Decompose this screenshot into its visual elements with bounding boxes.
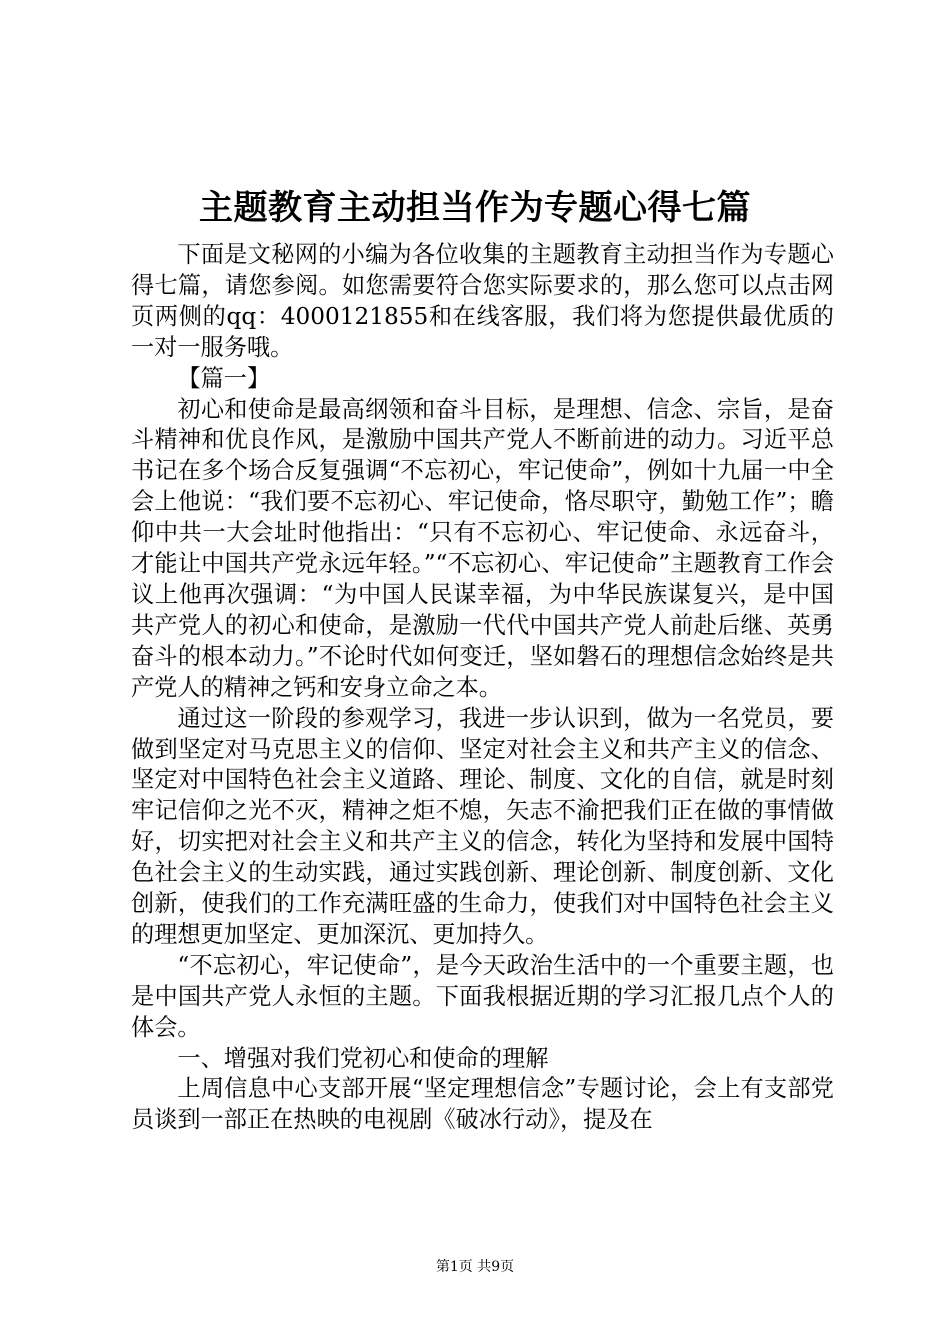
document-body bbox=[131, 240, 834, 1136]
document-title: 主题教育主动担当作为专题心得七篇 bbox=[199, 188, 751, 228]
body-paragraph: 初心和使命是最高纲领和奋斗目标，是理想、信念、宗旨，是奋斗精神和优良作风，是激励中国共产党人不断前进的动力。习近平总书记在多个场合反复强调“不忘初心，牢记使命”，例如十九届一中全会上他说：“我们要不忘初心、牢记使命，恪尽职守，勤勉工作”；瞻仰中共一大会址时他指出：“只有不忘初心、牢记使命、永远奋斗，才能让中国共产党永远年轻。”“不忘初心、牢记使命”主题教育工作会议上他再次强调：“为中国人民谋幸福，为中华民族谋复兴，是中国共产党人的初心和使命，是激励一代代中国共产党人前赴后继、英勇奋斗的根本动力。”不论时代如何变迁，坚如磐石的理想信念始终是共产党人的精神之钙和安身立命之本。 bbox=[131, 395, 834, 701]
subsection-heading: 一、增强对我们党初心和使命的理解 bbox=[177, 1044, 549, 1072]
body-paragraph: 上周信息中心支部开展“坚定理想信念”专题讨论，会上有支部党员谈到一部正在热映的电视剧《破冰行动》，提及在 bbox=[131, 1075, 834, 1134]
page-footer: 第1页 共9页 bbox=[435, 1259, 515, 1275]
body-paragraph: “不忘初心，牢记使命”，是今天政治生活中的一个重要主题，也是中国共产党人永恒的主题。下面我根据近期的学习汇报几点个人的体会。 bbox=[131, 951, 834, 1041]
intro-paragraph: 下面是文秘网的小编为各位收集的主题教育主动担当作为专题心得七篇，请您参阅。如您需要符合您实际要求的，那么您可以点击网页两侧的qq：4000121855和在线客服，我们将为您提供最优质的一对一服务哦。 bbox=[131, 241, 834, 361]
body-paragraph: 通过这一阶段的参观学习，我进一步认识到，做为一名党员，要做到坚定对马克思主义的信仰、坚定对社会主义和共产主义的信念、坚定对中国特色社会主义道路、理论、制度、文化的自信，就是时刻牢记信仰之光不灭，精神之炬不熄，矢志不渝把我们正在做的事情做好，切实把对社会主义和共产主义的信念，转化为坚持和发展中国特色社会主义的生动实践，通过实践创新、理论创新、制度创新、文化创新，使我们的工作充满旺盛的生命力，使我们对中国特色社会主义的理想更加坚定、更加深沉、更加持久。 bbox=[131, 704, 834, 948]
section-heading: 【篇一】 bbox=[177, 364, 271, 392]
